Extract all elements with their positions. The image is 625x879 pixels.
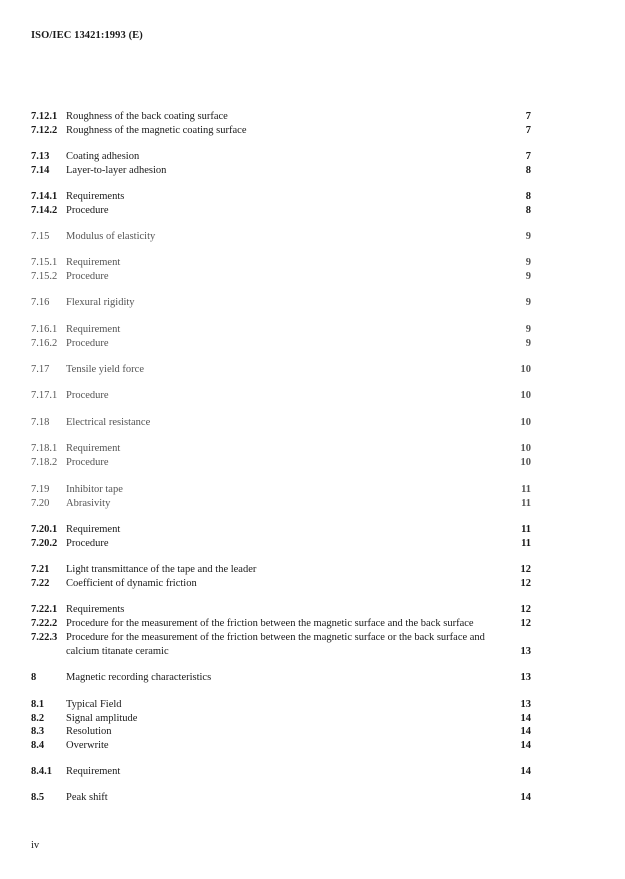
toc-entry-title: Tensile yield force <box>66 364 144 375</box>
toc-entry-title: Light transmittance of the tape and the leader <box>66 564 257 575</box>
toc-entry-title: Resolution <box>66 726 112 737</box>
toc-entry-number: 8.2 <box>31 713 45 724</box>
toc-entry <box>31 256 531 270</box>
toc-entry <box>31 110 531 124</box>
toc-entry-page: 14 <box>520 713 531 724</box>
toc-entry <box>31 671 531 685</box>
toc-entry-title: Abrasivity <box>66 498 111 509</box>
toc-entry <box>31 190 531 204</box>
toc-entry-page: 9 <box>525 338 531 349</box>
toc-entry-number: 7.14 <box>31 165 50 176</box>
toc-entry-page: 12 <box>520 604 531 615</box>
toc-entry-title-continued: calcium titanate ceramic <box>66 646 169 657</box>
toc-entry-page: 12 <box>520 578 531 589</box>
toc-entry-number: 7.15 <box>31 231 50 242</box>
toc-entry-number: 7.22 <box>31 578 50 589</box>
toc-entry <box>31 363 531 377</box>
toc-entry-title: Requirement <box>66 443 121 454</box>
toc-entry-page: 11 <box>521 524 531 535</box>
toc-entry <box>31 698 531 712</box>
toc-entry <box>31 230 531 244</box>
toc-entry-page: 14 <box>520 726 531 737</box>
toc-entry-page: 8 <box>525 165 531 176</box>
toc-entry-number: 7.18.1 <box>31 443 58 454</box>
toc-entry-page: 13 <box>520 672 531 683</box>
toc-entry <box>31 739 531 753</box>
toc-entry <box>31 765 531 779</box>
toc-entry-title: Procedure <box>66 390 109 401</box>
page-number: iv <box>31 840 40 851</box>
toc-entry-page: 10 <box>520 417 531 428</box>
toc-entry <box>31 164 531 178</box>
toc-entry-page: 9 <box>525 271 531 282</box>
toc-entry-page: 7 <box>525 111 531 122</box>
toc-entry-title: Peak shift <box>66 792 108 803</box>
toc-entry-number: 7.14.1 <box>31 191 58 202</box>
toc-entry-page: 12 <box>520 564 531 575</box>
toc-entry-number: 7.22.1 <box>31 604 58 615</box>
toc-entry-title: Procedure <box>66 457 109 468</box>
toc-entry-title: Roughness of the back coating surface <box>66 111 228 122</box>
toc-entry <box>31 204 531 218</box>
toc-entry-page: 11 <box>521 538 531 549</box>
toc-entry <box>31 712 531 726</box>
toc-entry-number: 7.20.2 <box>31 538 58 549</box>
toc-entry-number: 7.18.2 <box>31 457 58 468</box>
toc-entry-number: 7.16.1 <box>31 324 58 335</box>
toc-entry-number: 8.5 <box>31 792 45 803</box>
toc-entry <box>31 537 531 551</box>
toc-entry-number: 7.14.2 <box>31 205 58 216</box>
toc-entry-page: 7 <box>525 151 531 162</box>
toc-entry <box>31 416 531 430</box>
toc-entry-title: Procedure <box>66 338 109 349</box>
toc-entry-number: 7.17 <box>31 364 50 375</box>
toc-entry-page: 8 <box>525 205 531 216</box>
toc-entry-number: 7.22.2 <box>31 618 58 629</box>
toc-entry-title: Requirement <box>66 766 121 777</box>
toc-entry-page: 14 <box>520 766 531 777</box>
toc-entry-page: 14 <box>520 792 531 803</box>
toc-entry-title: Requirement <box>66 324 121 335</box>
toc-entry-page: 10 <box>520 443 531 454</box>
toc-entry-page: 13 <box>520 646 531 657</box>
toc-entry <box>31 389 531 403</box>
toc-entry <box>31 523 531 537</box>
toc-entry-page: 11 <box>521 484 531 495</box>
toc-entry-title: Electrical resistance <box>66 417 151 428</box>
toc-entry-number: 7.18 <box>31 417 50 428</box>
toc-entry-title: Procedure <box>66 271 109 282</box>
toc-entry-number: 7.20 <box>31 498 50 509</box>
toc-entry <box>31 497 531 511</box>
toc-entry <box>31 631 531 645</box>
toc-entry-title: Modulus of elasticity <box>66 231 156 242</box>
toc-entry-title: Requirements <box>66 191 125 202</box>
toc-entry <box>31 337 531 351</box>
toc-entry <box>31 577 531 591</box>
toc-entry-title: Flexural rigidity <box>66 297 135 308</box>
toc-entry-number: 8.3 <box>31 726 45 737</box>
toc-entry-number: 7.13 <box>31 151 50 162</box>
toc-entry-page: 9 <box>525 257 531 268</box>
toc-entry <box>31 296 531 310</box>
toc-entry <box>31 725 531 739</box>
toc-entry-number: 7.15.2 <box>31 271 58 282</box>
toc-entry-number: 8 <box>31 672 37 683</box>
toc-entry-title: Coating adhesion <box>66 151 140 162</box>
toc-entry-page: 9 <box>525 297 531 308</box>
toc-entry-title: Procedure <box>66 205 109 216</box>
toc-entry <box>31 617 531 631</box>
toc-entry-title: Requirement <box>66 257 121 268</box>
toc-entry-number: 7.16.2 <box>31 338 58 349</box>
toc-entry-title: Coefficient of dynamic friction <box>66 578 197 589</box>
toc-entry-page: 9 <box>525 324 531 335</box>
toc-entry-number: 7.20.1 <box>31 524 58 535</box>
toc-entry-title: Roughness of the magnetic coating surface <box>66 125 247 136</box>
toc-entry-number: 7.17.1 <box>31 390 58 401</box>
toc-entry-number: 7.19 <box>31 484 50 495</box>
toc-entry <box>31 323 531 337</box>
toc-entry <box>31 456 531 470</box>
toc-entry-page: 10 <box>520 390 531 401</box>
toc-entry-title: Inhibitor tape <box>66 484 123 495</box>
toc-entry-title: Procedure <box>66 538 109 549</box>
toc-entry <box>31 603 531 617</box>
toc-entry-number: 7.21 <box>31 564 50 575</box>
toc-entry-number: 8.4 <box>31 740 45 751</box>
toc-entry-number: 8.1 <box>31 699 45 710</box>
toc-entry-title: Overwrite <box>66 740 109 751</box>
toc-entry-page: 14 <box>520 740 531 751</box>
toc-entry-title: Procedure for the measurement of the friction between the magnetic surface or the back surface and <box>66 632 485 643</box>
toc-entry <box>31 791 531 805</box>
toc-entry-title: Requirement <box>66 524 121 535</box>
toc-entry-number: 7.12.1 <box>31 111 58 122</box>
toc-entry-title: Layer-to-layer adhesion <box>66 165 167 176</box>
toc-entry-page: 13 <box>520 699 531 710</box>
toc-entry <box>31 124 531 138</box>
toc-entry <box>31 483 531 497</box>
toc-entry-number: 7.12.2 <box>31 125 58 136</box>
toc-entry-number: 7.16 <box>31 297 50 308</box>
toc-entry-page: 11 <box>521 498 531 509</box>
toc-entry-page: 9 <box>525 231 531 242</box>
toc-entry <box>31 150 531 164</box>
document-header: ISO/IEC 13421:1993 (E) <box>31 30 143 41</box>
toc-entry-page: 8 <box>525 191 531 202</box>
toc-entry-page: 10 <box>520 364 531 375</box>
toc-entry-number: 8.4.1 <box>31 766 52 777</box>
toc-entry-title: Requirements <box>66 604 125 615</box>
toc-entry-number: 7.15.1 <box>31 257 58 268</box>
toc-entry-page: 12 <box>520 618 531 629</box>
toc-entry-title: Procedure for the measurement of the friction between the magnetic surface and the back surface <box>66 618 474 629</box>
toc-entry-continuation <box>31 645 531 659</box>
toc-entry <box>31 442 531 456</box>
toc-entry-number: 7.22.3 <box>31 632 58 643</box>
toc-entry-page: 7 <box>525 125 531 136</box>
toc-entry <box>31 270 531 284</box>
toc-entry-title: Typical Field <box>66 699 122 710</box>
toc-entry <box>31 563 531 577</box>
toc-entry-title: Signal amplitude <box>66 713 138 724</box>
toc-entry-title: Magnetic recording characteristics <box>66 672 212 683</box>
toc-entry-page: 10 <box>520 457 531 468</box>
